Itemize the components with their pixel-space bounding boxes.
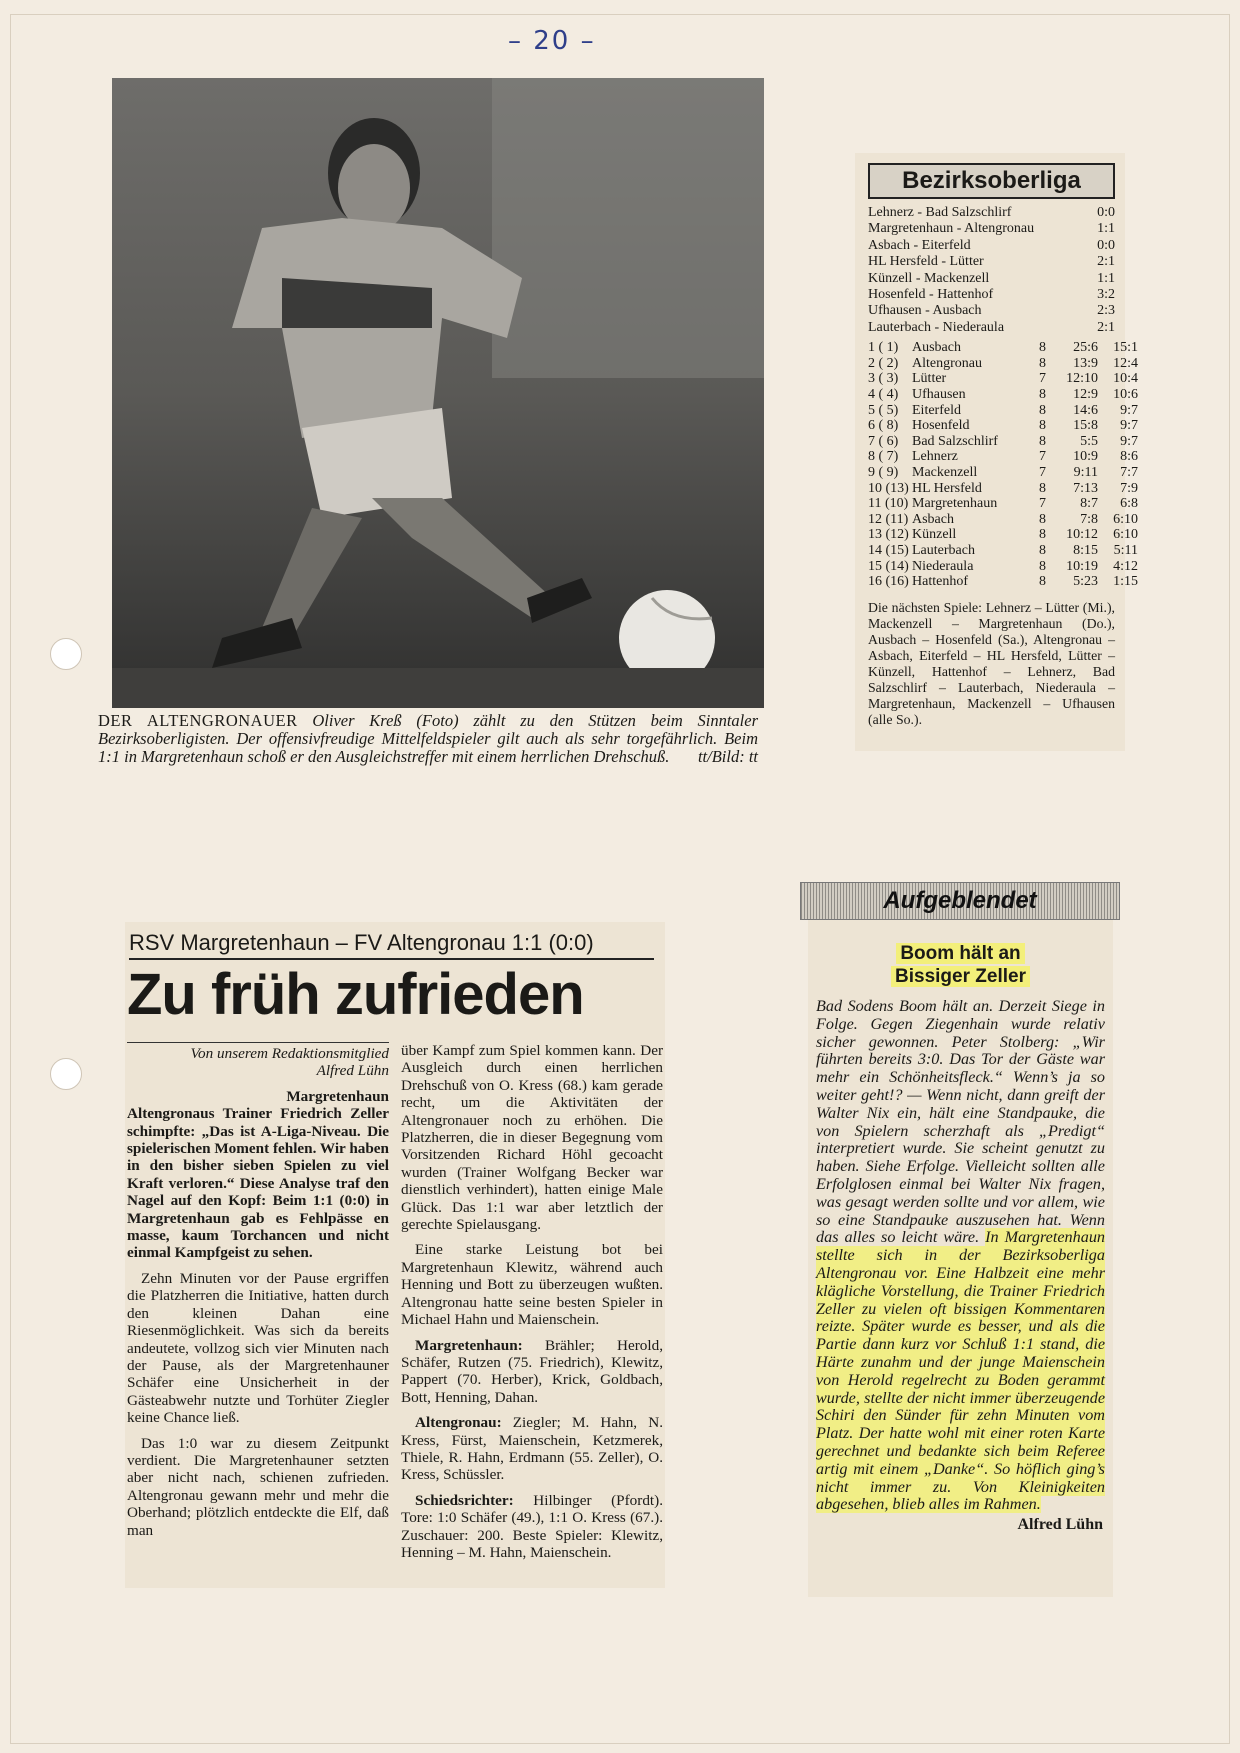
standings-points: 9:7: [1120, 418, 1138, 434]
aufgeblendet-title-1: Boom hält an: [896, 943, 1024, 964]
standings-pos: 1 ( 1): [868, 340, 899, 356]
standings-team: HL Hersfeld: [912, 480, 982, 496]
standings-row: [868, 340, 1138, 356]
aufgeblendet-body: [816, 998, 1105, 1514]
lead-text: Altengronaus Trainer Friedrich Zeller schimpfte: „Das ist A-Liga-Niveau. Die spielerischen Moment fehlen. Wir haben in den bisher sieben Spielen zu viel Kraft verloren.“ Diese Analyse traf den Nagel auf den Kopf: Beim 1:1 (0:0) in Margretenhaun gab es Fehlpässe en masse, kaum Torchancen und nicht einmal Kampfgeist zu sehen.: [127, 1105, 389, 1262]
aufgeblendet-title-2: Bissiger Zeller: [891, 966, 1030, 987]
result-score: 1:1: [1097, 221, 1115, 237]
standings-pos: 6 ( 8): [868, 418, 899, 434]
standings-row: [868, 387, 1138, 403]
result-score: 3:2: [1097, 287, 1115, 303]
standings-pos: 8 ( 7): [868, 449, 899, 465]
byline: [127, 1042, 389, 1080]
standings-points: 6:10: [1113, 527, 1138, 543]
standings-goals: 5:23: [1073, 574, 1098, 590]
page-number: – 20 –: [508, 26, 596, 56]
standings-team: Margretenhaun: [912, 496, 998, 512]
caption-text: Oliver Kreß (Foto) zählt zu den Stützen beim Sinntaler Bezirksoberligisten. Der offensivfreudige Mittelfeldspieler gilt auch als sehr torgefährlich. Beim 1:1 in Margretenhaun schoß er den Ausgleichstreffer mit einem herrlichen Drehschuß.: [98, 711, 759, 766]
standings-points: 4:12: [1113, 558, 1138, 574]
standings-pos: 4 ( 4): [868, 387, 899, 403]
standings-goals: 5:5: [1080, 433, 1098, 449]
standings-pos: 3 ( 3): [868, 371, 899, 387]
article-column-right: [401, 1042, 663, 1569]
standings-row: [868, 418, 1138, 434]
standings-pos: 9 ( 9): [868, 465, 899, 480]
result-score: 2:1: [1097, 254, 1115, 270]
standings-goals: 13:9: [1073, 355, 1098, 371]
lineup-away-label: Altengronau:: [415, 1414, 502, 1432]
standings-points: 9:7: [1120, 402, 1138, 418]
standings-points: 10:6: [1113, 387, 1138, 403]
standings-points: 5:11: [1113, 542, 1138, 558]
league-table-clipping: [855, 153, 1138, 751]
result-row: [868, 238, 1115, 254]
standings-team: Eiterfeld: [912, 402, 961, 418]
standings-points: 1:15: [1113, 574, 1138, 590]
result-score: 0:0: [1097, 205, 1115, 220]
column-header: [800, 882, 1120, 920]
standings-points: 9:7: [1120, 433, 1138, 449]
article-paragraph: Das 1:0 war zu diesem Zeitpunkt verdient. Die Margretenhauner setzten aber nicht nach, schienen zufrieden. Altengronau gewann mehr und mehr die Oberhand; plötzlich entdeckte die Elf, daß man: [127, 1434, 389, 1539]
standings-games: 8: [1039, 355, 1046, 371]
next-games: Die nächsten Spiele: Lehnerz – Lütter (Mi.), Mackenzell – Margretenhaun (Do.), Ausbach – Hosenfeld (Sa.), Altengronau – Asbach, Eiterfeld – HL Hersfeld, Lütter – Künzell, Hattenhof – Lehnerz, Bad Salzschlirf – Lauterbach, Niederaula – Margretenhaun, Mackenzell – Ufhausen (alle So.).: [868, 599, 1115, 727]
lineup-away: [401, 1414, 663, 1484]
standings-pos: 12 (11): [868, 511, 909, 527]
standings-games: 8: [1039, 402, 1046, 418]
standings-points: 12:4: [1113, 355, 1138, 371]
standings-games: 7: [1039, 496, 1046, 512]
standings-pos: 5 ( 5): [868, 402, 899, 418]
result-score: 2:1: [1097, 319, 1115, 335]
standings-table: [868, 340, 1138, 590]
article-paragraph: über Kampf zum Spiel kommen kann. Der Ausgleich durch einen herrlichen Drehschuß von O. Kress (68.) kam gerade recht, um die Aktivitäten der Altengronauer noch zu erhöhen. Die Platzherren, die in dieser Begegnung vom Vorsitzenden Richard Höhl gecoacht wurden (Trainer Wolfgang Becker war dienstlich verhindert), hatten einige Male Glück. Das 1:1 war aber letztlich der gerechte Spielausgang.: [401, 1042, 663, 1234]
article-columns: [127, 1042, 663, 1569]
match-headline: Zu früh zufrieden: [127, 962, 584, 1027]
standings-team: Hosenfeld: [912, 418, 970, 434]
standings-pos: 14 (15): [868, 542, 909, 558]
standings-row: [868, 496, 1138, 512]
result-match: Margretenhaun - Altengronau: [868, 221, 1035, 237]
standings-goals: 7:8: [1080, 511, 1098, 527]
aufgeblendet-highlighted-text: In Margretenhaun stellte sich in der Bezirksoberliga Altengronau vor. Eine Halbzeit eine mehr klägliche Vorstellung, die Trainer Friedrich Zeller zu vielen oft bissigen Kommentaren reizte. Später wurde es besser, und als die Partie dann kurz vor Schluß 1:1 stand, die Härte zunahm und der junge Maienschein von Herold regelrecht zu Boden gerammt wurde, stellte der nicht immer überzeugende Schiri den Sünder für zehn Minuten vom Platz. Der hatte wohl mit einer roten Karte gerechnet und bedankte sich beim Referee artig mit einem „Danke“. So höflich ging’s nicht immer zu. Von Kleinigkeiten abgesehen, blieb alles im Rahmen.: [816, 1228, 1106, 1514]
standings-games: 8: [1039, 527, 1046, 543]
article-paragraph: Zehn Minuten vor der Pause ergriffen die Platzherren die Initiative, hatten durch den kleinen Dahan eine Riesenmöglichkeit. Was sich da bereits andeutete, vollzog sich vier Minuten nach der Pause, als der Margretenhauner Schäfer eine Unsicherheit in der Gästeabwehr nutzte und Torhüter Ziegler keine Chance ließ.: [127, 1269, 389, 1427]
match-report-clipping: [125, 922, 665, 1588]
result-row: [868, 303, 1115, 319]
standings-team: Hattenhof: [912, 574, 968, 590]
standings-goals: 14:6: [1073, 402, 1098, 418]
standings-goals: 8:7: [1080, 496, 1098, 512]
standings-games: 8: [1039, 574, 1046, 590]
player-photo: [112, 78, 764, 708]
aufgeblendet-author: Alfred Lühn: [1017, 1516, 1103, 1534]
result-row: [868, 254, 1115, 270]
standings-row: [868, 542, 1138, 559]
standings-games: 8: [1039, 433, 1046, 449]
standings-points: 7:7: [1120, 465, 1138, 480]
standings-points: 6:8: [1120, 496, 1138, 512]
byline-author: Alfred Lühn: [316, 1062, 389, 1080]
standings-row: [868, 480, 1138, 497]
result-match: Asbach - Eiterfeld: [868, 237, 971, 253]
standings-goals: 10:12: [1066, 527, 1098, 543]
article-column-left: [127, 1042, 389, 1569]
photo-credit: tt/Bild: tt: [697, 747, 758, 766]
standings-team: Niederaula: [912, 558, 974, 574]
standings-team: Asbach: [912, 511, 954, 527]
result-match: Ufhausen - Ausbach: [868, 303, 982, 319]
photo-caption: [98, 712, 758, 766]
standings-row: [868, 371, 1138, 387]
standings-team: Ausbach: [912, 340, 961, 356]
standings-team: Lehnerz: [912, 449, 958, 465]
lineup-home-text: Brähler; Herold, Schäfer, Rutzen (75. Friedrich), Klewitz, Pappert (70. Herber), Krick, Goldbach, Bott, Henning, Dahan.: [401, 1336, 663, 1406]
standings-goals: 12:10: [1066, 371, 1098, 387]
result-row: [868, 221, 1115, 237]
standings-points: 15:1: [1113, 340, 1138, 356]
standings-row: [868, 355, 1138, 372]
standings-row: [868, 465, 1138, 481]
standings-games: 8: [1039, 387, 1046, 403]
standings-goals: 9:11: [1073, 465, 1098, 480]
result-match: Lehnerz - Bad Salzschlirf: [868, 205, 1012, 220]
result-match: Lauterbach - Niederaula: [868, 319, 1005, 335]
standings-team: Lütter: [912, 371, 947, 387]
result-score: 0:0: [1097, 237, 1115, 253]
standings-row: [868, 527, 1138, 543]
standings-games: 7: [1039, 465, 1046, 480]
standings-games: 7: [1039, 371, 1046, 387]
match-header: RSV Margretenhaun – FV Altengronau 1:1 (0:0): [129, 930, 654, 960]
punch-hole-lower: [50, 1058, 82, 1090]
standings-goals: 8:15: [1073, 542, 1098, 558]
standings-team: Lauterbach: [912, 542, 975, 558]
result-score: 1:1: [1097, 270, 1115, 286]
referee-label: Schiedsrichter:: [415, 1491, 514, 1509]
article-paragraph: Eine starke Leistung bot bei Margretenhaun Klewitz, während auch Henning und Bott zu überzeugen wußten. Altengronau hatte seine besten Spieler in Michael Hahn und Maienschein.: [401, 1241, 663, 1329]
standings-goals: 25:6: [1073, 340, 1098, 356]
standings-pos: 7 ( 6): [868, 433, 899, 449]
standings-pos: 16 (16): [868, 574, 909, 590]
standings-games: 8: [1039, 340, 1046, 356]
standings-pos: 13 (12): [868, 527, 909, 543]
referee-text: Hilbinger (Pfordt). Tore: 1:0 Schäfer (49.), 1:1 O. Kress (67.). Zuschauer: 200. Beste Spieler: Klewitz, Henning – M. Hahn, Maienschein.: [401, 1491, 663, 1561]
standings-row: [868, 511, 1138, 528]
standings-points: 7:9: [1120, 480, 1138, 496]
standings-games: 8: [1039, 480, 1046, 496]
standings-goals: 10:9: [1073, 449, 1098, 465]
standings-pos: 11 (10): [868, 496, 909, 512]
lineup-home: [401, 1337, 663, 1407]
column-header-text: Aufgeblendet: [883, 887, 1037, 914]
punch-hole-upper: [50, 638, 82, 670]
standings-row: [868, 402, 1138, 419]
standings-team: Ufhausen: [912, 387, 966, 403]
standings-goals: 7:13: [1073, 480, 1098, 496]
dateline: Margretenhaun: [286, 1087, 389, 1105]
match-facts: [401, 1492, 663, 1562]
league-title: Bezirksoberliga: [868, 163, 1115, 199]
player-photo-image: [112, 78, 764, 708]
result-match: HL Hersfeld - Lütter: [868, 254, 984, 270]
standings-team: Bad Salzschlirf: [912, 433, 998, 449]
standings-games: 8: [1039, 418, 1046, 434]
standings-goals: 10:19: [1066, 558, 1098, 574]
standings-team: Altengronau: [912, 355, 982, 371]
standings-pos: 10 (13): [868, 480, 909, 496]
standings-team: Mackenzell: [912, 465, 978, 480]
standings-row: [868, 433, 1138, 450]
article-lead: [127, 1088, 389, 1262]
standings-row: [868, 449, 1138, 465]
results-list: [868, 205, 1115, 336]
standings-goals: 15:8: [1073, 418, 1098, 434]
standings-points: 10:4: [1113, 371, 1138, 387]
lineup-home-label: Margretenhaun:: [415, 1336, 523, 1354]
standings-games: 8: [1039, 511, 1046, 527]
standings-games: 8: [1039, 558, 1046, 574]
standings-row: [868, 558, 1138, 575]
standings-points: 6:10: [1113, 511, 1138, 527]
result-match: Künzell - Mackenzell: [868, 270, 990, 286]
result-row: [868, 271, 1115, 287]
result-row: [868, 287, 1115, 303]
aufgeblendet-clipping: [808, 920, 1113, 1597]
standings-points: 8:6: [1120, 449, 1138, 465]
standings-row: [868, 574, 1138, 590]
aufgeblendet-text: Bad Sodens Boom hält an. Derzeit Siege in Folge. Gegen Ziegenhain wurde relativ sicher gewonnen. Peter Stolberg: „Wir führten bereits 3:0. Das Tor der Gäste war mehr ein Schönheitsfleck.“ Wenn’s ja so weiter geht!? — Wenn nicht, dann greift der Walter Nix ein, hält eine Standpauke, die von Spielern scherzhaft als „Predigt“ interpretiert wurde. Sie scheint genutzt zu haben. Siehe Erfolge. Vielleicht sollten alle Erfolglosen einmal bei Walter Nix fragen, was gesagt werden sollte und vor allem, wie so eine Standpauke auszusehen hat. Wenn das alles so leicht wäre.: [816, 997, 1105, 1247]
result-score: 2:3: [1097, 303, 1115, 319]
result-row: [868, 320, 1115, 336]
result-match: Hosenfeld - Hattenhof: [868, 287, 994, 303]
standings-goals: 12:9: [1073, 387, 1098, 403]
standings-pos: 2 ( 2): [868, 355, 899, 371]
standings-games: 7: [1039, 449, 1046, 465]
standings-pos: 15 (14): [868, 558, 909, 574]
byline-line-1: Von unserem Redaktionsmitglied: [190, 1045, 389, 1062]
lineup-away-text: Ziegler; M. Hahn, N. Kress, Fürst, Maienschein, Ketzmerek, Thiele, R. Hahn, Erdmann (55. Zeller), O. Kress, Schüssler.: [401, 1414, 663, 1484]
standings-games: 8: [1039, 542, 1046, 558]
aufgeblendet-title: [808, 942, 1113, 988]
caption-lead: DER ALTENGRONAUER: [98, 711, 298, 730]
result-row: [868, 205, 1115, 221]
standings-team: Künzell: [912, 527, 957, 543]
